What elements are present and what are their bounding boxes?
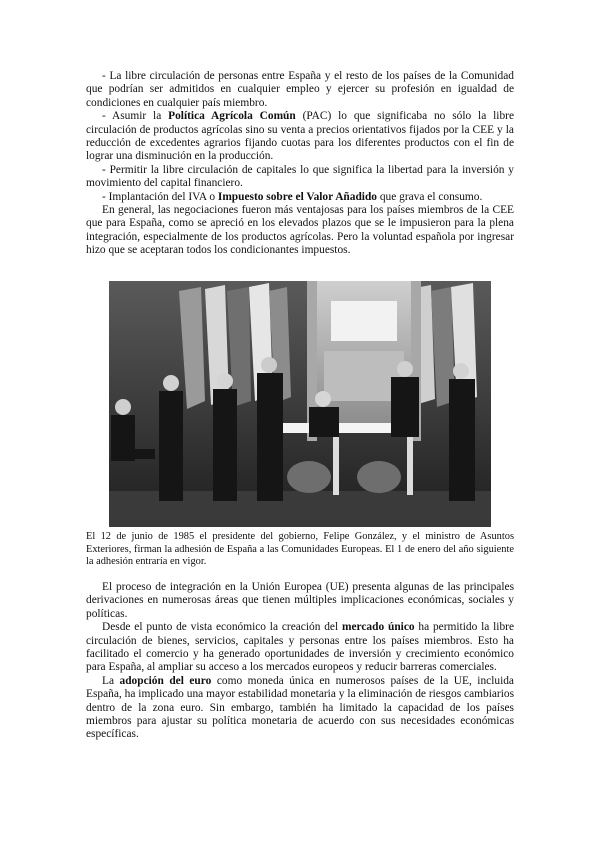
paragraph-libre-circulacion-personas: - La libre circulación de personas entre España y el resto de los países de la Comunidad que podrían ser admitidos en cualquier empleo y ejercer su profesión en igualdad de condiciones en cualquier país miembro. <box>86 70 514 109</box>
bold-term-mercado-unico: mercado único <box>341 621 415 634</box>
paragraph-adopcion-euro: La adopción del euro como moneda única en numerosos países de la UE, incluida España, ha implicado una mayor estabilidad monetaria y la eliminación de riesgos cambiarios dentro de la zona euro. Sin embargo, también ha limitado la capacidad de los países miembros para ajustar su política monetaria de acuerdo con sus necesidades económicas específicas. <box>86 674 514 741</box>
signing-photo <box>109 281 491 527</box>
signing-photo-illustration <box>109 281 491 527</box>
bottom-text-block <box>86 581 514 742</box>
paragraph-mercado-unico: Desde el punto de vista económico la creación del mercado único ha permitido la libre circulación de bienes, servicios, capitales y personas entre los países miembros. Esto ha facilitado el comercio y ha generado oportunidades de inversión y crecimiento económico para España, al ampliar su acceso a los mercados europeos y reducir barreras comerciales. <box>86 621 515 674</box>
paragraph-politica-agricola: - Asumir la Política Agrícola Común (PAC) lo que significaba no sólo la libre circulación de productos agrícolas sino su venta a precios orientativos fijados por la CEE y la reducción de excedentes agrarios fijando cuotas para los diferentes productos con el fin de lograr una disminución en la producción. <box>86 110 515 163</box>
photo-caption: El 12 de junio de 1985 el presidente del gobierno, Felipe González, y el ministro de Asuntos Exteriores, firman la adhesión de España a las Comunidades Europeas. El 1 de enero del año siguiente la adhesión entraría en vigor. <box>86 531 514 568</box>
paragraph-negociaciones: En general, las negociaciones fueron más ventajosas para los países miembros de la CEE que para España, como se apreció en los elevados plazos que se le impusieron para la plena integración, especialmente de los productos agrícolas. Pero la voluntad española por ingresar hizo que se aceptaran todos los condicionantes impuestos. <box>86 204 514 257</box>
bold-term-iva: Impuesto sobre el Valor Añadido <box>217 190 377 203</box>
bold-term-euro: adopción del euro <box>119 674 212 687</box>
paragraph-libre-circulacion-capitales: - Permitir la libre circulación de capitales lo que significa la libertad para la inversión y movimiento del capital financiero. <box>86 163 514 190</box>
paragraph-proceso-integracion: El proceso de integración en la Unión Europea (UE) presenta algunas de las principales derivaciones en numerosas áreas que tienen múltiples implicaciones económicas, sociales y políticas. <box>86 581 514 620</box>
paragraph-iva: - Implantación del IVA o Impuesto sobre el Valor Añadido que grava el consumo. <box>102 190 483 203</box>
top-text-block <box>86 70 514 258</box>
bold-term-pac: Política Agrícola Común <box>168 110 296 123</box>
